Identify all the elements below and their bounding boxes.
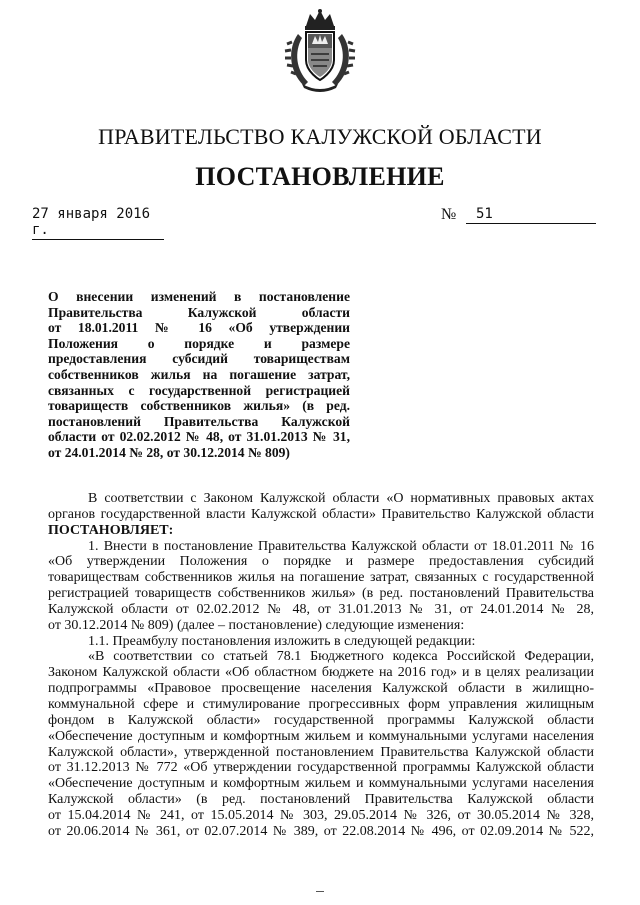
body-line-decree: ПОСТАНОВЛЯЕТ: (48, 522, 174, 538)
kaluga-coat-of-arms-icon (284, 8, 356, 92)
body-line: «Обеспечение доступным и комфортным жильем и коммунальными услугами населения (48, 776, 594, 792)
subject-line: Правительства Калужской области (48, 304, 350, 320)
body-line: «Обеспечение доступным и комфортным жильем и коммунальными услугами населения (48, 728, 594, 744)
government-title: ПРАВИТЕЛЬСТВО КАЛУЖСКОЙ ОБЛАСТИ (98, 124, 542, 149)
subject-line: от 18.01.2011 № 16 «Об утверждении (48, 320, 350, 336)
subject-line: постановлений Правительства Калужской (48, 413, 350, 429)
body-line: от 30.12.2014 № 809) (далее – постановление) следующие изменения: (48, 617, 465, 633)
body-line: 1.1. Преамбулу постановления изложить в следующей редакции: (88, 633, 476, 649)
document-type-title: ПОСТАНОВЛЕНИЕ (195, 162, 445, 191)
page-divider (316, 891, 324, 892)
subject-line: предоставления субсидий товариществам (48, 351, 350, 367)
body-line: В соответствии с Законом Калужской области «О нормативных правовых актах (88, 491, 594, 506)
body-line: товариществам собственников жилья на погашение затрат, связанных с государственной (48, 570, 594, 586)
body-line: «Об утверждении Положения о порядке и размере предоставления субсидий (48, 554, 594, 570)
number-label: № (441, 206, 457, 223)
body-line: регистрацией товариществ собственников жилья» (в ред. постановлений Правительства (48, 586, 594, 602)
document-body (48, 491, 594, 840)
body-line: Калужской области» (в ред. постановлений Правительства Калужской области (48, 792, 594, 808)
document-subject (48, 289, 350, 461)
document-number: 51 (466, 206, 596, 224)
subject-line: О внесении изменений в постановление (48, 289, 350, 304)
subject-line: товариществ собственников жилья» (в ред. (48, 398, 350, 414)
subject-line: от 24.01.2014 № 28, от 30.12.2014 № 809) (48, 444, 290, 460)
body-line: от 31.12.2013 № 772 «Об утверждении государственной программы Калужской области (48, 760, 594, 776)
subject-line: связанных с государственной регистрацией (48, 382, 350, 398)
body-line: органов государственной власти Калужской области» Правительство Калужской области (48, 506, 594, 522)
document-date: 27 января 2016 г. (32, 206, 164, 240)
subject-line: собственников жилья на погашение затрат, (48, 366, 350, 382)
body-line: фондом в Калужской области» государственной программы Калужской области (48, 712, 594, 728)
body-line: коммунальной сфере и стимулирование прогрессивных форм управления жилищным (48, 696, 594, 712)
body-line: 1. Внести в постановление Правительства Калужской области от 18.01.2011 № 16 (88, 538, 594, 554)
subject-line: Положения о порядке и размере (48, 335, 350, 351)
body-line: «В соответствии со статьей 78.1 Бюджетного кодекса Российской Федерации, (88, 649, 594, 665)
body-line: от 20.06.2014 № 361, от 02.07.2014 № 389, от 22.08.2014 № 496, от 02.09.2014 № 522, (48, 823, 594, 839)
body-line: Законом Калужской области «Об областном бюджете на 2016 год» и в целях реализации (48, 665, 594, 681)
body-line: Калужской области от 02.02.2012 № 48, от 31.01.2013 № 31, от 24.01.2014 № 28, (48, 601, 594, 617)
body-line: Калужской области», утвержденной постановлением Правительства Калужской области (48, 744, 594, 760)
subject-line: области от 02.02.2012 № 48, от 31.01.2013 № 31, (48, 429, 350, 445)
body-line: подпрограммы «Правовое просвещение населения Калужской области в жилищно- (48, 681, 594, 697)
body-line: от 15.04.2014 № 241, от 15.05.2014 № 303, 29.05.2014 № 326, от 30.05.2014 № 328, (48, 807, 594, 823)
